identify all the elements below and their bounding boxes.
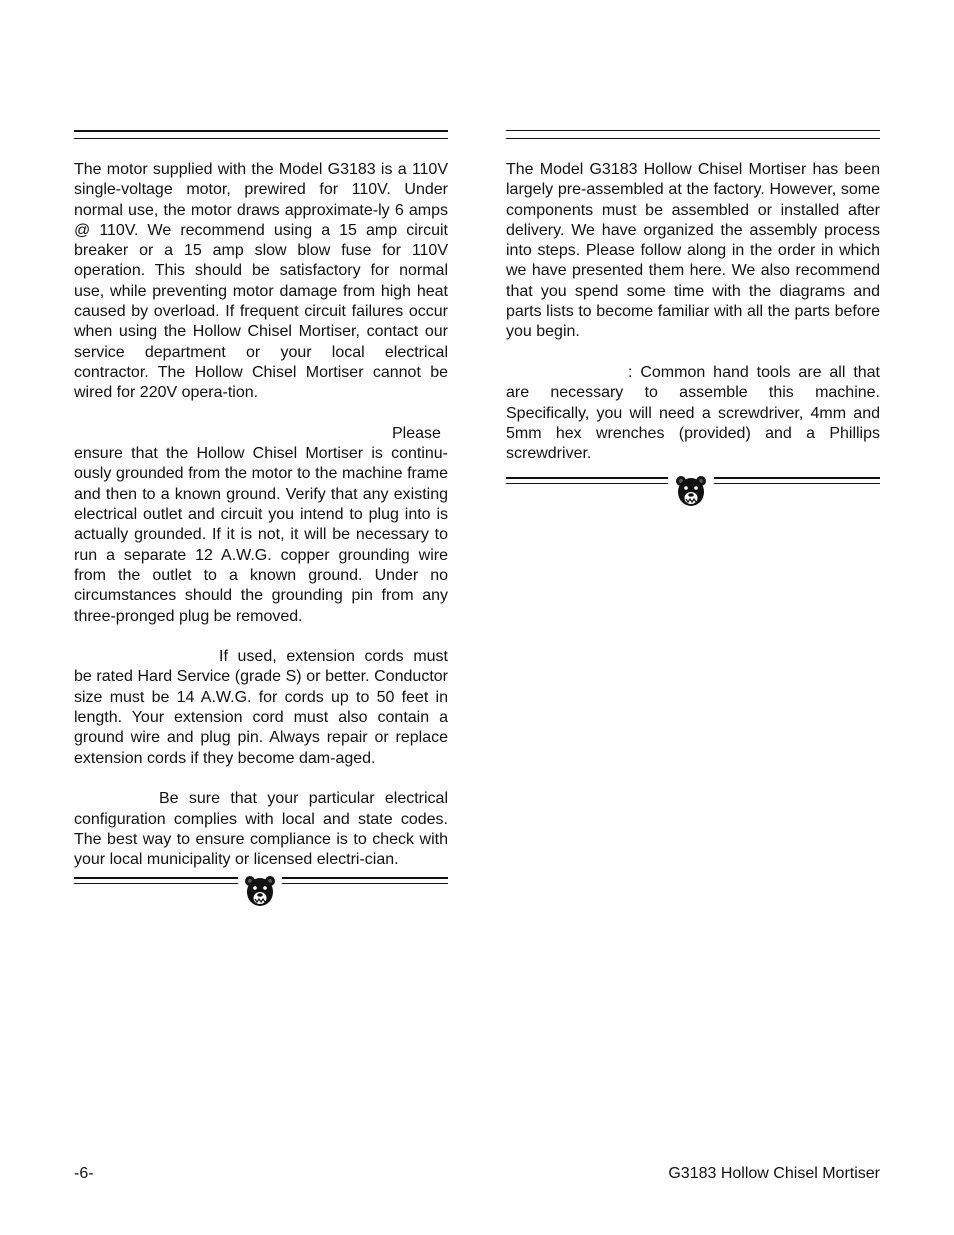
motor-paragraph: The motor supplied with the Model G3183 is a 110V single-voltage motor, prewired for 110V. Under normal use, the motor draws approximate-ly 6 amps @ 110V. We recommend using a 15 amp circuit breaker or a 15 amp slow blow fuse for 110V operation. This should be satisfactory for normal use, while preventing motor damage from high heat caused by overload. If frequent circuit failures occur when using the Hollow Chisel Mortiser, contact our service department or your local electrical contractor. The Hollow Chisel Mortiser cannot be wired for 220V opera-tion. xyxy=(74,161,448,402)
section-header-rule xyxy=(74,130,448,140)
extension-cords-paragraph: If used, extension cords must be rated Hard Service (grade S) or better. Conductor size must be 14 A.W.G. for cords up to 50 feet in length. Your extension cord must also contain a ground wire and plug pin. Always repair or replace extension cords if they become dam-aged. xyxy=(74,648,448,767)
bear-head-icon xyxy=(674,474,708,508)
section-header-rule xyxy=(506,130,880,140)
tools-needed-paragraph: : Common hand tools are all that are necessary to assemble this machine. Specifically, you will need a screwdriver, 4mm and 5mm hex wrenches (provided) and a Phillips screwdriver. xyxy=(506,363,880,463)
grounding-paragraph: Please ensure that the Hollow Chisel Mortiser is continu-ously grounded from the motor to the machine frame and then to a known ground. Verify that any existing electrical outlet and circuit you intend to plug into is actually grounded. If it is not, it will be necessary to run a separate 12 A.W.G. copper grounding wire from the outlet to a known ground. Under no circumstances should the grounding pin from any three-pronged plug be removed. xyxy=(74,424,448,625)
section-end-divider xyxy=(74,874,448,914)
electrical-codes-paragraph: Be sure that your particular electrical configuration complies with local and state codes. The best way to ensure compliance is to check with your local municipality or licensed electri-cian. xyxy=(74,790,448,869)
bear-head-icon xyxy=(243,874,277,908)
page-number: -6- xyxy=(74,1165,94,1182)
footer-product-name: G3183 Hollow Chisel Mortiser xyxy=(668,1165,880,1182)
left-body xyxy=(74,160,448,914)
section-end-divider xyxy=(506,474,880,514)
assembly-intro-paragraph: The Model G3183 Hollow Chisel Mortiser has been largely pre-assembled at the factory. However, some components must be assembled or installed after delivery. We have organized the assembly process into steps. Please follow along in the order in which we have presented them here. We also recommend that you spend some time with the diagrams and parts lists to become familiar with all the parts before you begin. xyxy=(506,161,880,341)
right-body xyxy=(506,160,880,514)
